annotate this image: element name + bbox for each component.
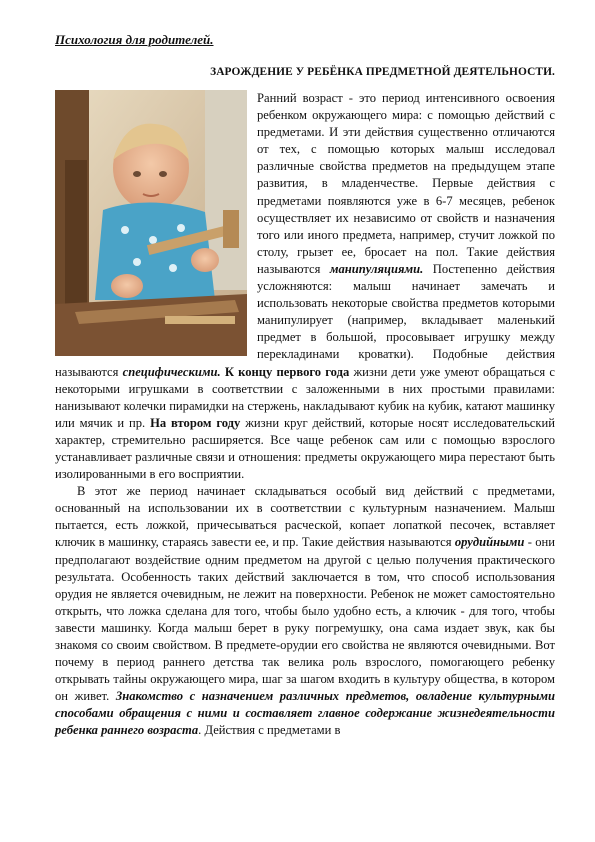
text-run: Постепенно действия усложняются: малыш начинает замечать и использовать некоторые свойства предметов которыми манипулирует (например, вкладывает маленький предмет в большой, просовывает игрушку между перекладинами кроватки). Подобные действия называются (55, 261, 555, 379)
emphasis-first-year: К концу первого года (224, 364, 350, 379)
article-body (55, 90, 555, 740)
term-specific: специфическими. (122, 364, 221, 379)
article-title: ЗАРОЖДЕНИЕ У РЕБЁНКА ПРЕДМЕТНОЙ ДЕЯТЕЛЬНОСТИ. (210, 66, 555, 78)
text-run: Ранний возраст - это период интенсивного освоения ребенком окружающего мира: с помощью действий с предметами. И эти действия существенно отличаются от тех, с помощью которых малыш исследовал различные свойства предметов на предыдущем этапе развития, в младенчестве. Первые действия с предметами появляются уже в 6-7 месяцев, ребенок осуществляет их независимо от свойств и назначения того или иного предмета, например, стучит ложкой по столу, грызет ее, бросает на пол. Такие действия называются (257, 91, 555, 276)
child-photo (55, 90, 247, 356)
child-photo-icon (55, 90, 247, 356)
text-run: жизни круг действий, которые носят исследовательский характер, стремительно расширяется. Все чаще ребенок сам или с помощью взрослого устанавливает различные связи и отношения: предметы окружающего мира перестают быть изолированными в его восприятии. (55, 415, 555, 482)
text-run: . Действия с предметами в (198, 723, 341, 738)
text-run: В этот же период начинает складываться особый вид действий с предметами, основанный на использовании их в соответствии с культурным назначением. Малыш пытается, есть ложкой, причесываться расческой, копает лопаткой песочек, вставляет ключик в машинку, стараясь завести ее, и пр. Такие действия называются (55, 484, 555, 550)
emphasis-second-year: На втором году (150, 415, 241, 430)
text-run: жизни дети уже умеют обращаться с некоторыми игрушками в соответствии с заложенными в них простыми правилами: нанизывают колечки пирамидки на стержень, накладывают кубик на кубик, катают машинку или мячик и пр. (55, 364, 555, 430)
text-run: - они предполагают воздействие одним предметом на другой с целью получения практического результата. Особенность таких действий заключается в том, что способ использования орудия не является очевидным, не лежит на поверхности. Ребенок не может самостоятельно открыть, что ложка сделана для того, чтобы было удобно есть, а ключик - для того, чтобы завести машинку. Когда малыш берет в руку погремушку, она сама издает звук, как бы знакомя со своим свойством. В предмете-орудии его свойства не являются очевидными. Вот почему в период раннего детства так велика роль взрослого, помогающего ребенку открывать тайны окружающего мира, шаг за шагом входить в культуру общества, в котором он живет. (55, 535, 555, 704)
term-manipulations: манипуляциями. (329, 261, 424, 276)
paragraph-2 (55, 483, 555, 739)
emphasis-main-content: Знакомство с назначением различных предметов, овладение культурными способами обращения с ними и составляет главное содержание жизнедеятельности ребенка раннего возраста (55, 689, 555, 738)
section-heading: Психология для родителей. (55, 32, 214, 47)
term-instrumental: орудийными (454, 535, 525, 550)
